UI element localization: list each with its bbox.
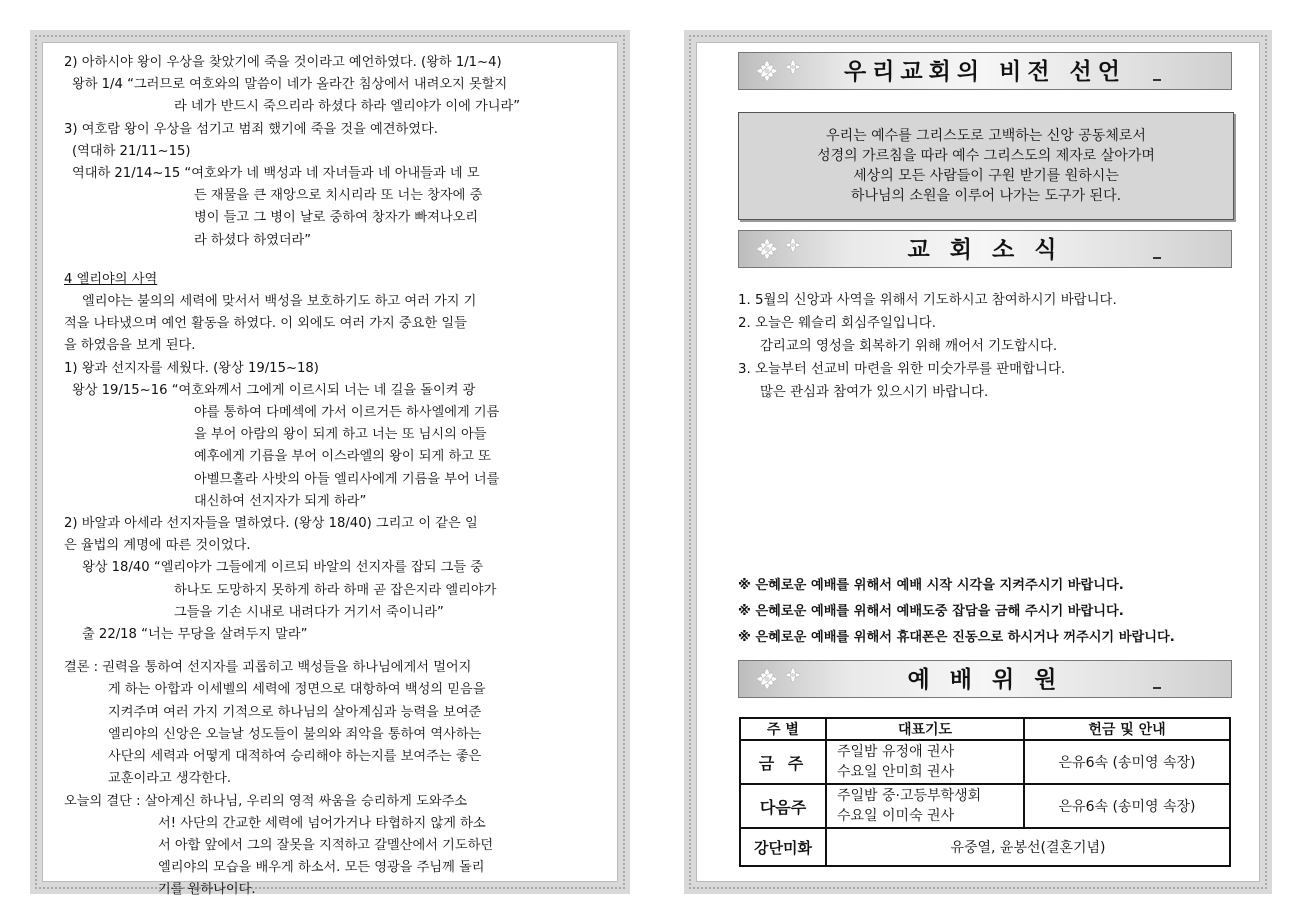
text-line: 엘리야의 모습을 배우게 하소서. 모든 영광을 주님께 돌리 — [158, 860, 485, 876]
table-header-row — [740, 718, 1230, 740]
text-line: 많은 관심과 참여가 있으시기 바랍니다. — [760, 385, 989, 400]
altar-label: 강단미화 — [740, 828, 826, 866]
text-line: 을 부어 아람의 왕이 되게 하고 너는 또 님시의 아들 — [194, 427, 487, 443]
altar-value: 유중열, 윤봉선(결혼기념) — [826, 828, 1230, 866]
banner-dash — [1153, 79, 1161, 81]
vision-title: 우리교회의 비전 선언 — [844, 59, 1126, 85]
worship-banner — [738, 660, 1232, 698]
row-offering: 은유6속 (송미영 속장) — [1024, 740, 1230, 784]
text-line: 1. 5월의 신앙과 사역을 위해서 기도하시고 참여하시기 바랍니다. — [738, 293, 1117, 308]
text-line — [64, 646, 619, 657]
header-offering: 헌금 및 안내 — [1024, 718, 1230, 740]
worship-committee-table — [739, 717, 1231, 867]
text-line: 하나도 도망하지 못하게 하라 하매 곧 잡은지라 엘리야가 — [174, 582, 497, 598]
text-line: 병이 들고 그 병이 날로 중하여 창자가 빠져나오리 — [194, 210, 479, 226]
prayer-line: 주일밤 유정애 권사 — [837, 744, 955, 760]
prayer-line: 수요일 안미희 권사 — [837, 764, 955, 780]
table-row — [740, 740, 1230, 784]
text-line: 적을 나타냈으며 예언 활동을 하였다. 이 외에도 여러 가지 중요한 일들 — [64, 316, 467, 332]
table-row — [740, 828, 1230, 866]
vision-line: 성경의 가르침을 따라 예수 그리스도의 제자로 살아가며 — [817, 148, 1155, 164]
banner-dash — [1153, 687, 1161, 689]
text-line: 결론 : 권력을 통하여 선지자를 괴롭히고 백성들을 하나님에게서 멀어지 — [64, 660, 472, 676]
text-line: 2. 오늘은 웨슬리 회심주일입니다. — [738, 316, 936, 331]
text-line: 역대하 21/14~15 “여호와가 네 백성과 네 자녀들과 네 아내들과 네 모 — [72, 166, 480, 182]
text-line: 예후에게 기름을 부어 이스라엘의 왕이 되게 하고 또 — [194, 449, 491, 465]
row-offering: 은유6속 (송미영 속장) — [1024, 784, 1230, 828]
left-page-text — [64, 52, 619, 902]
vision-banner — [738, 52, 1232, 90]
text-line: 왕상 19/15~16 “여호와께서 그에게 이르시되 너는 네 길을 돌이켜 광 — [72, 382, 476, 398]
row-week: 금 주 — [740, 740, 826, 784]
text-line: 3) 여호람 왕이 우상을 섬기고 범죄 했기에 죽을 것을 예견하였다. — [64, 121, 438, 137]
text-line: 라 네가 반드시 죽으리라 하셨다 하라 엘리야가 이에 가니라” — [174, 99, 521, 115]
news-banner — [738, 230, 1232, 268]
text-line: 그들을 기손 시내로 내려다가 거기서 죽이니라” — [174, 604, 444, 620]
worship-notices — [738, 573, 1238, 651]
notice-line: ※ 은혜로운 예배를 위해서 휴대폰은 진동으로 하시거나 꺼주시기 바랍니다. — [738, 630, 1175, 645]
prayer-line: 수요일 이미숙 권사 — [837, 808, 955, 824]
header-prayer: 대표기도 — [826, 718, 1024, 740]
church-news-list — [738, 289, 1238, 404]
worship-title: 예 배 위 원 — [907, 667, 1063, 693]
text-line: 1) 왕과 선지자를 세웠다. (왕상 19/15~18) — [64, 360, 319, 376]
text-line: 엘리야의 신앙은 오늘날 성도들이 불의와 죄악을 통하여 역사하는 — [108, 726, 482, 742]
news-title: 교 회 소 식 — [907, 237, 1063, 263]
vision-line: 하나님의 소원을 이루어 나가는 도구가 된다. — [850, 188, 1122, 204]
notice-line: ※ 은혜로운 예배를 위해서 예배도중 잡담을 금해 주시기 바랍니다. — [738, 604, 1124, 619]
row-week: 다음주 — [740, 784, 826, 828]
text-line: 출 22/18 “너는 무당을 살려두지 말라” — [82, 627, 308, 643]
text-line: 엘리야는 불의의 세력에 맞서서 백성을 보호하기도 하고 여러 가지 기 — [82, 294, 477, 310]
text-line: 4 엘리야의 사역 — [64, 271, 158, 287]
vision-line: 우리는 예수를 그리스도로 고백하는 신앙 공동체로서 — [826, 128, 1146, 144]
text-line: 라 하셨다 하였더라” — [194, 232, 312, 248]
row-prayer — [826, 740, 1024, 784]
text-line: 사단의 세력과 어떻게 대적하여 승리해야 하는지를 보여주는 좋은 — [108, 749, 482, 765]
text-line: 대신하여 선지자가 되게 하라” — [194, 493, 367, 509]
header-week: 주 별 — [740, 718, 826, 740]
table-row — [740, 784, 1230, 828]
text-line: 왕하 1/4 “그러므로 여호와의 말씀이 네가 올라간 침상에서 내려오지 못할지 — [72, 77, 508, 93]
text-line — [64, 252, 619, 269]
text-line: 서 아합 앞에서 그의 잘못을 지적하고 갈멜산에서 기도하던 — [158, 837, 494, 853]
text-line: 오늘의 결단 : 살아계신 하나님, 우리의 영적 싸움을 승리하게 도와주소 — [64, 793, 468, 809]
text-line: 게 하는 아합과 이세벨의 세력에 정면으로 대항하여 백성의 믿음을 — [108, 682, 486, 698]
prayer-line: 주일밤 중·고등부학생회 — [837, 788, 982, 804]
text-line: (역대하 21/11~15) — [72, 143, 191, 159]
text-line: 2) 바알과 아세라 선지자들을 멸하였다. (왕상 18/40) 그리고 이 같은 일 — [64, 516, 478, 532]
text-line: 2) 아하시야 왕이 우상을 찾았기에 죽을 것이라고 예언하였다. (왕하 1/1~4) — [64, 55, 502, 70]
notice-line: ※ 은혜로운 예배를 위해서 예배 시작 시각을 지켜주시기 바랍니다. — [738, 578, 1124, 593]
text-line: 을 하였음을 보게 된다. — [64, 338, 196, 354]
text-line: 야를 통하여 다메섹에 가서 이르거든 하사엘에게 기름 — [194, 405, 500, 421]
left-page-panel — [30, 30, 630, 898]
vision-statement-box — [738, 112, 1234, 220]
text-line: 감리교의 영성을 회복하기 위해 깨어서 기도합시다. — [760, 339, 1058, 354]
row-prayer — [826, 784, 1024, 828]
text-line: 기를 원하나이다. — [158, 882, 256, 898]
text-line: 은 율법의 계명에 따른 것이었다. — [64, 538, 251, 554]
banner-dash — [1153, 257, 1161, 259]
text-line: 교훈이라고 생각한다. — [108, 771, 232, 787]
text-line: 아벨므홀라 사밧의 아들 엘리사에게 기름을 부어 너를 — [194, 471, 500, 487]
text-line: 서! 사단의 간교한 세력에 넘어가거나 타협하지 않게 하소 — [158, 815, 486, 831]
text-line: 지켜주며 여러 가지 기적으로 하나님의 살아계심과 능력을 보여준 — [108, 704, 482, 720]
text-line: 왕상 18/40 “엘리야가 그들에게 이르되 바알의 선지자를 잡되 그들 중 — [82, 560, 484, 576]
text-line: 3. 오늘부터 선교비 마련을 위한 미숫가루를 판매합니다. — [738, 362, 1066, 377]
vision-line: 세상의 모든 사람들이 구원 받기를 원하시는 — [853, 168, 1119, 184]
right-page-panel — [684, 30, 1272, 894]
text-line: 든 재물을 큰 재앙으로 치시리라 또 너는 창자에 중 — [194, 188, 483, 204]
